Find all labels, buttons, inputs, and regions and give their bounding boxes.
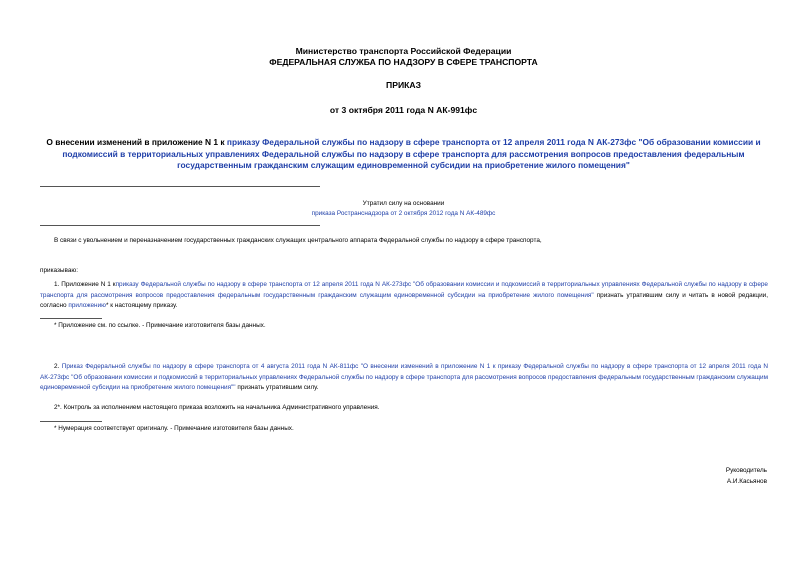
document-title	[40, 137, 767, 172]
document-date-number: от 3 октября 2011 года N АК-991фс	[329, 105, 478, 115]
ministry-name: Министерство транспорта Российской Федерации	[295, 46, 512, 56]
divider	[40, 225, 320, 226]
signature-name: А.И.Касьянов	[726, 478, 767, 485]
item-1-prefix: 1. Приложение N 1 к	[54, 281, 116, 288]
footnote-divider	[40, 318, 102, 319]
repeal-note: Утратил силу на основании	[362, 200, 445, 207]
preamble: В связи с увольнением и переназначением государственных гражданских служащих центрального аппарата Федеральной службы по надзору в сфере транспорта,	[54, 237, 542, 244]
title-prefix: О внесении изменений в приложение N 1 к	[46, 137, 227, 147]
appendix-link[interactable]: приложению	[68, 302, 106, 309]
item-2-suffix: признать утратившим силу.	[235, 384, 319, 391]
item-1	[40, 280, 768, 312]
item-1-link[interactable]: приказу Федеральной службы по надзору в сфере транспорта от 12 апреля 2011 года N АК-273фс "Об образовании комиссии и подкомиссий в территориальных управлениях Федеральной службы по надзору в сфере транспорта для рассмотрения вопросов предоставления федеральным государственным гражданским служащим единовременной субсидии на приобретение жилого помещения"	[40, 281, 768, 299]
footnote-divider	[40, 421, 102, 422]
footnote-1: * Приложение см. по ссылке. - Примечание изготовителя базы данных.	[54, 322, 266, 329]
item-1-middle: признать утратившим силу и читать в новой редакции, согласно	[40, 291, 768, 309]
item-2-prefix: 2.	[54, 363, 62, 370]
item-2-link[interactable]: Приказ Федеральной службы по надзору в сфере транспорта от 4 августа 2011 года N АК-811фс "О внесении изменений в приложение N 1 к приказу Федеральной службы по надзору в сфере транспорта от 12 апреля 2011 года N АК-273фс "Об образовании комиссии и подкомиссий в территориальных управлениях Федеральной службы по надзору в сфере транспорта для рассмотрения вопросов предоставления федеральным государственным гражданским служащим единовременной субсидии на приобретение жилого помещения""	[40, 363, 769, 391]
service-name: ФЕДЕРАЛЬНАЯ СЛУЖБА ПО НАДЗОРУ В СФЕРЕ ТРАНСПОРТА	[269, 57, 538, 67]
order-word: приказываю:	[40, 267, 78, 274]
footnote-2: * Нумерация соответствует оригиналу. - Примечание изготовителя базы данных.	[54, 425, 294, 432]
repeal-link[interactable]: приказа Ространснадзора от 2 октября 2012 года N АК-489фс	[311, 210, 496, 217]
document-type: ПРИКАЗ	[386, 80, 421, 90]
item-2	[40, 362, 768, 394]
signature-position: Руководитель	[725, 467, 767, 474]
item-1-suffix: * к настоящему приказу.	[105, 302, 178, 309]
title-link[interactable]: приказу Федеральной службы по надзору в сфере транспорта от 12 апреля 2011 года N АК-273фс "Об образовании комиссии и подкомиссий в территориальных управлениях Федеральной службы по надзору в сфере транспорта для рассмотрения вопросов предоставления федеральным государственным гражданским служащим единовременной субсидии на приобретение жилого помещения"	[62, 137, 761, 170]
divider	[40, 186, 320, 187]
item-3: 2*. Контроль за исполнением настоящего приказа возложить на начальника Административного управления.	[54, 404, 380, 411]
